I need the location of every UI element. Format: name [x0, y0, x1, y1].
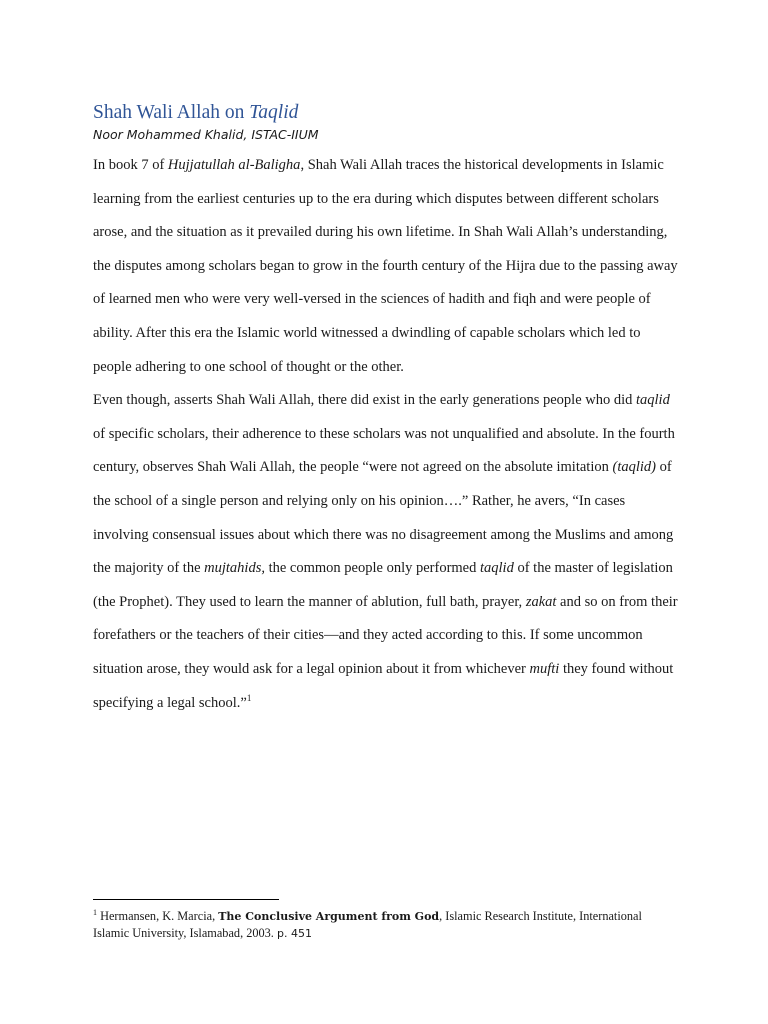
italic-term-taqlid-parenthetical: (taqlid)	[612, 459, 656, 476]
paragraph-2-text-3: of the school of a single person and relying only on his opinion….” Rather, he avers, “In cases involving consensual issues about which there was no disagreement among the Muslims and among the majority of the	[93, 459, 674, 577]
footnote	[93, 905, 678, 942]
footnote-number: 1	[93, 908, 97, 917]
document-body	[93, 100, 678, 720]
title-prefix: Shah Wali Allah on	[93, 102, 250, 123]
paragraph-2-text-7: they found without specifying a legal school.”	[93, 660, 674, 711]
document-title	[93, 100, 678, 126]
paragraph-2-text-2: of specific scholars, their adherence to these scholars was not unqualified and absolute. In the fourth century, observes Shah Wali Allah, the people “were not agreed on the absolute imitation	[93, 425, 675, 476]
italic-term-mufti: mufti	[529, 660, 560, 677]
footnote-reference[interactable]: 1	[246, 692, 252, 703]
author-line: Noor Mohammed Khalid, ISTAC-IIUM	[93, 127, 319, 142]
paragraph-1	[93, 149, 678, 384]
footnote-separator	[93, 899, 279, 900]
paragraph-1-text-1: In book 7 of	[93, 157, 168, 173]
paragraph-2-text-6: and so on from their forefathers or the teachers of their cities—and they acted according to this. If some uncommon situation arose, they would ask for a legal opinion about it from whichever	[93, 593, 678, 677]
paragraph-2	[93, 384, 678, 720]
paragraph-2-text-1: Even though, asserts Shah Wali Allah, there did exist in the early generations people who did	[93, 392, 636, 409]
title-italic-term: Taqlid	[249, 102, 299, 123]
paragraph-2-text-4: the common people only performed	[264, 560, 480, 577]
italic-term-mujtahids: mujtahids,	[204, 560, 265, 577]
book-title-italic: Hujjatullah al-Baligha	[167, 157, 301, 173]
footnote-book-title: The Conclusive Argument from God	[218, 910, 440, 924]
footnote-page: p. 451	[276, 927, 312, 941]
paragraph-1-text-2: , Shah Wali Allah traces the historical developments in Islamic learning from the earliest centuries up to the era during which disputes between different scholars arose, and the situation as it prevailed during his own lifetime. In Shah Wali Allah’s understanding, the disputes among scholars began to grow in the fourth century of the Hijra due to the passing away of learned men who were very well-versed in the sciences of hadith and fiqh and were people of ability. After this era the Islamic world witnessed a dwindling of capable scholars which led to people adhering to one school of thought or the other.	[93, 157, 678, 375]
italic-term-taqlid-2: taqlid	[480, 560, 514, 577]
italic-term-zakat: zakat	[525, 593, 557, 610]
footnote-text-1: Hermansen, K. Marcia,	[97, 909, 219, 924]
footnote-text-2: , Islamic Research Institute, International Islamic University, Islamabad, 2003.	[93, 909, 642, 941]
italic-term-taqlid: taqlid	[636, 392, 670, 409]
paragraph-2-text-5: of the master of legislation (the Prophet). They used to learn the manner of ablution, full bath, prayer,	[93, 560, 673, 610]
